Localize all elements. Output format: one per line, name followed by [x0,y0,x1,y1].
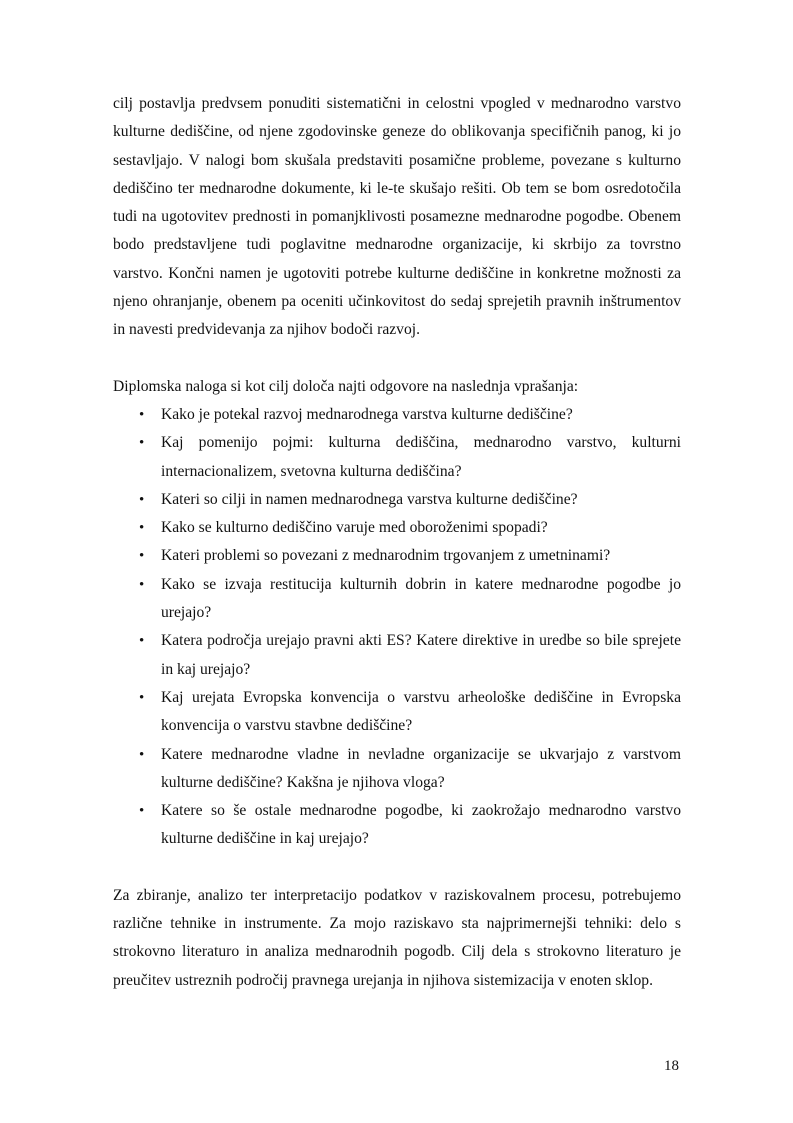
question-text: Kako je potekal razvoj mednarodnega varstva kulturne dediščine? [161,405,573,423]
list-item [113,741,681,798]
paragraph-methods: Za zbiranje, analizo ter interpretacijo podatkov v raziskovalnem procesu, potrebujemo različne tehnike in instrumente. Za mojo raziskavo sta najprimernejši tehniki: delo s strokovno literaturo in analiza mednarodnih pogodb. Cilj dela s strokovno literaturo je preučitev ustreznih področij pravnega urejanja in njihova sistemizacija v enoten sklop. [113,886,681,989]
questions-list [113,401,681,854]
bullet-icon: • [139,633,145,650]
list-item [113,401,681,429]
list-item [113,571,681,628]
bullet-icon: • [139,435,145,452]
list-item [113,486,681,514]
question-text: Katere so še ostale mednarodne pogodbe, ki zaokrožajo mednarodno varstvo kulturne dediščine in kaj urejajo? [161,802,681,848]
question-text: Kateri so cilji in namen mednarodnega varstva kulturne dediščine? [161,490,578,508]
list-item [113,684,681,741]
bullet-icon: • [139,689,145,706]
document-body [113,90,681,995]
question-text: Kako se izvaja restitucija kulturnih dobrin in katere mednarodne pogodbe jo urejajo? [161,575,681,622]
page-number: 18 [664,1058,679,1074]
question-text: Kaj urejata Evropska konvencija o varstvu arheološke dediščine in Evropska konvencija o varstvu stavbne dediščine? [161,688,681,735]
paragraph-questions-intro: Diplomska naloga si kot cilj določa najti odgovore na naslednja vprašanja: [113,377,579,395]
bullet-icon: • [139,520,145,537]
bullet-icon: • [139,548,145,565]
paragraph-gap [113,854,681,882]
question-text: Katera področja urejajo pravni akti ES? Katere direktive in uredbe so bile sprejete in kaj urejajo? [161,632,681,678]
list-item [113,627,681,684]
list-item [113,429,681,486]
bullet-icon: • [139,406,145,423]
bullet-icon: • [139,803,145,820]
question-text: Kaj pomenijo pojmi: kulturna dediščina, mednarodno varstvo, kulturni internacionalizem, svetovna kulturna dediščina? [161,434,681,480]
paragraph-goals: cilj postavlja predvsem ponuditi sistematični in celostni vpogled v mednarodno varstvo kulturne dediščine, od njene zgodovinske geneze do oblikovanja specifičnih panog, ki jo sestavljajo. V nalogi bom skušala predstaviti posamične probleme, povezane s kulturno dediščino ter mednarodne dokumente, ki le-te skušajo rešiti. Ob tem se bom osredotočila tudi na ugotovitev prednosti in pomanjklivosti posamezne mednarodne pogodbe. Obenem bodo predstavljene tudi poglavitne mednarodne organizacije, ki skrbijo za tovrstno varstvo. Končni namen je ugotoviti potrebe kulturne dediščine in konkretne možnosti za njeno ohranjanje, obenem pa oceniti učinkovitost do sedaj sprejetih pravnih inštrumentov in navesti predvidevanja za njihov bodoči razvoj. [113,95,681,339]
bullet-icon: • [139,576,145,593]
question-text: Kako se kulturno dediščino varuje med oboroženimi spopadi? [161,519,548,537]
bullet-icon: • [139,491,145,508]
question-text: Katere mednarodne vladne in nevladne organizacije se ukvarjajo z varstvom kulturne dediščine? Kakšna je njihova vloga? [161,745,681,791]
list-item [113,542,681,570]
bullet-icon: • [139,746,145,763]
paragraph-gap [113,345,681,373]
list-item [113,797,681,854]
question-text: Kateri problemi so povezani z mednarodnim trgovanjem z umetninami? [161,547,611,565]
list-item [113,514,681,542]
